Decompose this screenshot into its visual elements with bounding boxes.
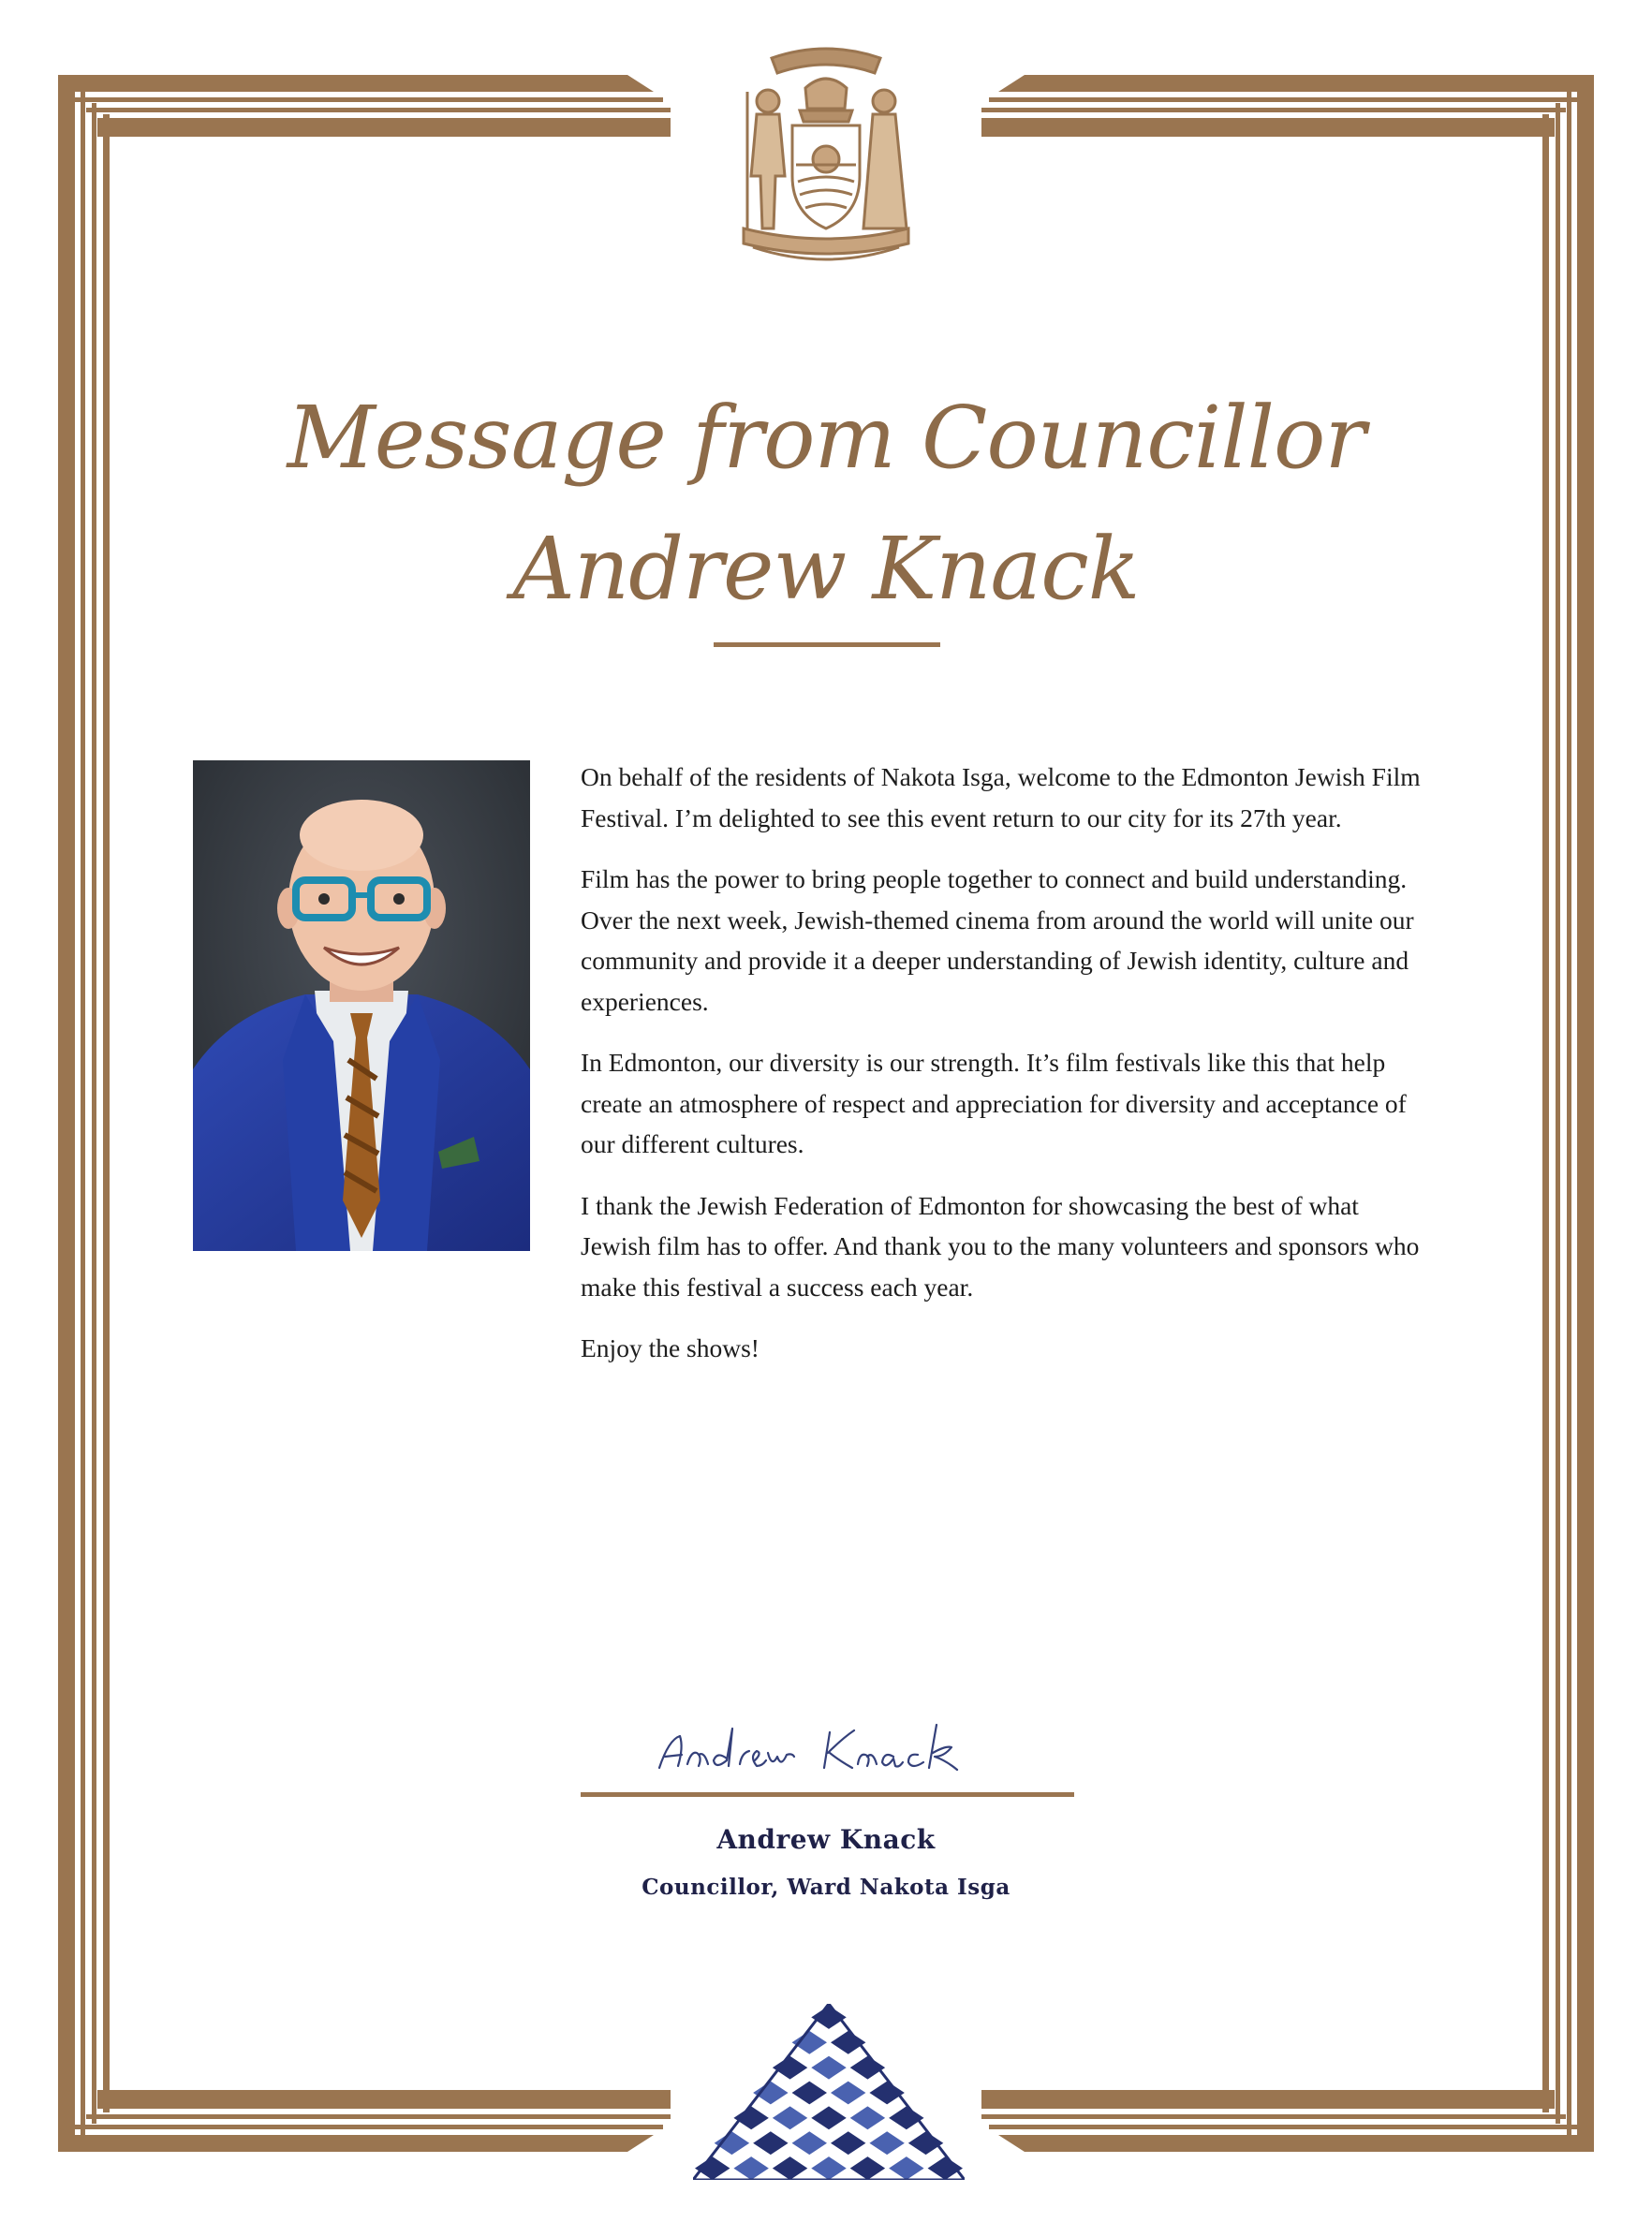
signer-title: Councillor, Ward Nakota Isga xyxy=(642,1875,1010,1900)
pyramid-tile xyxy=(869,2131,904,2155)
message-paragraph: On behalf of the residents of Nakota Isga, welcome to the Edmonton Jewish Film Festival. I’m delighted to see this event return to our city for its 27th year. xyxy=(581,762,1421,832)
message-body xyxy=(581,757,1423,1390)
signer-name: Andrew Knack xyxy=(716,1824,936,1855)
pyramid-tile xyxy=(753,2082,788,2105)
pyramid-tile xyxy=(792,2131,827,2155)
pyramid-tile xyxy=(850,2156,885,2180)
pyramid-tile xyxy=(928,2156,963,2180)
message-paragraph: Film has the power to bring people together to connect and build understanding. Over the next week, Jewish-themed cinema from around the world will unite our community and provide it a deeper understanding of Jewish identity, culture and experiences. xyxy=(581,864,1414,1016)
title-line-2: Andrew Knack xyxy=(512,519,1140,619)
pyramid-tile xyxy=(811,2006,846,2029)
pyramid-tile xyxy=(695,2156,730,2180)
message-paragraph: Enjoy the shows! xyxy=(581,1333,760,1362)
title-line-1: Message from Councillor xyxy=(287,388,1365,488)
city-crest-icon xyxy=(734,36,918,277)
pyramid-tile xyxy=(811,2106,846,2129)
pyramid-tile xyxy=(792,2082,827,2105)
pyramid-tile xyxy=(792,2031,827,2054)
edmonton-pyramid-logo-icon xyxy=(693,2004,965,2180)
title-divider xyxy=(714,642,940,647)
message-paragraph: I thank the Jewish Federation of Edmonton for showcasing the best of what Jewish film has to offer. And thank you to the many volunteers and sponsors who make this festival a success each year. xyxy=(581,1190,1420,1302)
pyramid-tile xyxy=(831,2082,865,2105)
pyramid-tile xyxy=(869,2082,904,2105)
message-paragraph: In Edmonton, our diversity is our strength. It’s film festivals like this that help create an atmosphere of respect and appreciation for diversity and acceptance of our different cultures. xyxy=(581,1048,1407,1158)
pyramid-outline xyxy=(693,2004,965,2180)
pyramid-tile xyxy=(889,2156,923,2180)
pyramid-tile xyxy=(733,2156,768,2180)
pyramid-tile xyxy=(831,2131,865,2155)
pyramid-tile xyxy=(773,2106,807,2129)
signature-line xyxy=(581,1792,1074,1797)
handwritten-signature xyxy=(646,1719,1011,1775)
pyramid-tile xyxy=(773,2156,807,2180)
pyramid-tile xyxy=(733,2106,768,2129)
pyramid-tile xyxy=(715,2131,749,2155)
pyramid-tile xyxy=(773,2056,807,2080)
pyramid-tile xyxy=(753,2131,788,2155)
pyramid-tile xyxy=(811,2156,846,2180)
pyramid-tile xyxy=(811,2056,846,2080)
pyramid-tile xyxy=(889,2106,923,2129)
page-title xyxy=(0,373,1652,635)
pyramid-tile xyxy=(850,2106,885,2129)
pyramid-tile xyxy=(831,2031,865,2054)
councillor-portrait-icon xyxy=(193,760,530,1251)
pyramid-tile xyxy=(850,2056,885,2080)
pyramid-tile xyxy=(908,2131,943,2155)
